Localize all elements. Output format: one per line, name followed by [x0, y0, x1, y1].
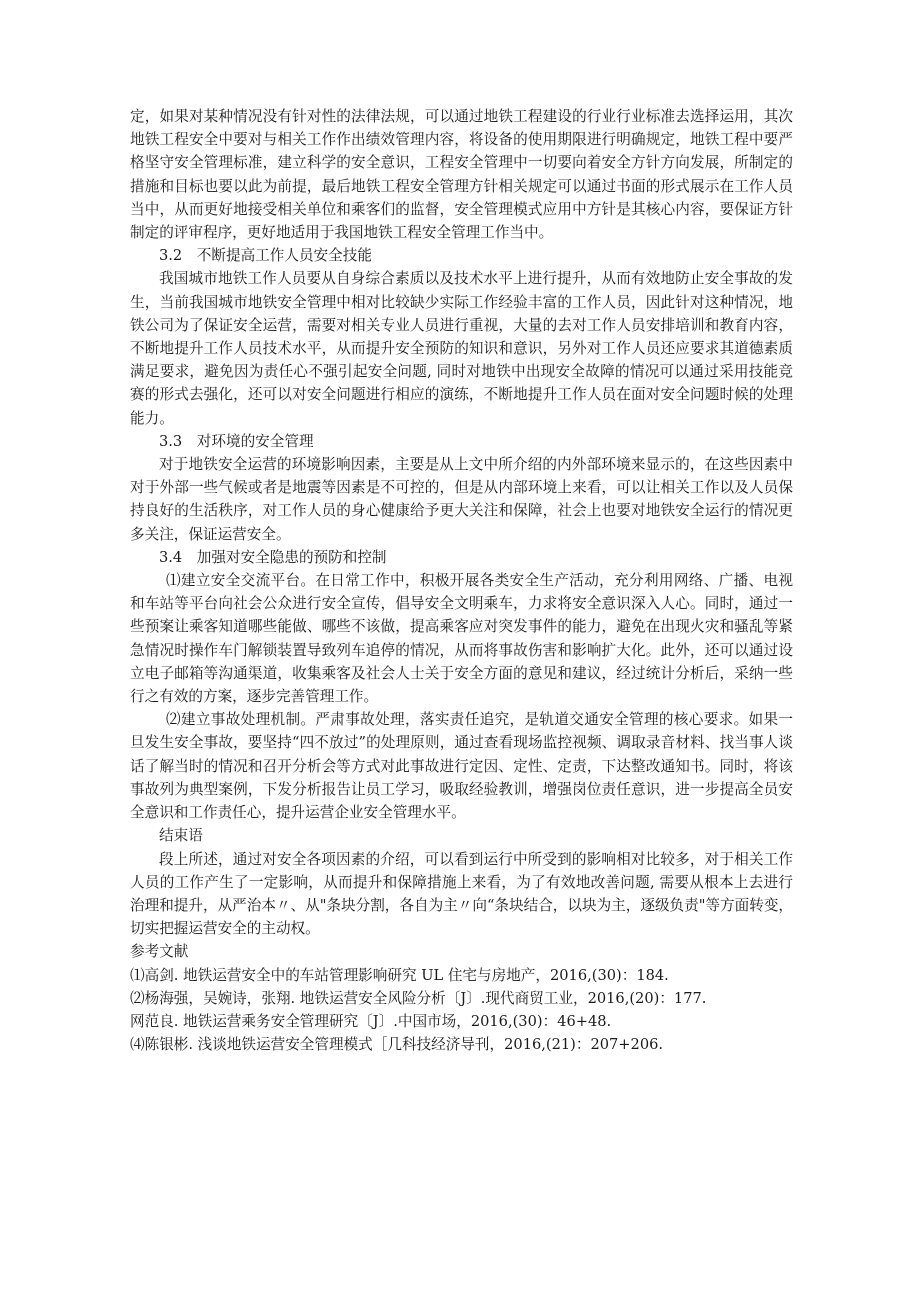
conclusion-heading: 结束语 [159, 827, 203, 845]
article-body [130, 105, 793, 1056]
reference-list [130, 964, 793, 1057]
reference-item: 网范良. 地铁运营乘务安全管理研究〔J〕.中国市场，2016,(30)：46+48. [130, 1012, 612, 1030]
reference-item: ⑵杨海强，吴婉诗，张翔. 地铁运营安全风险分析〔J〕.现代商贸工业，2016,(20)：177. [130, 989, 707, 1007]
paragraph-3-4-item-1: ⑴建立安全交流平台。在日常工作中，积极开展各类安全生产活动，充分利用网络、广播、电视和车站等平台向社会公众进行安全宣传，倡导安全文明乘车，力求将安全意识深入人心。同时，通过一些预案让乘客知道哪些能做、哪些不该做，提高乘客应对突发事件的能力，避免在出现火灾和骚乱等紧急情况时操作车门解锁装置导致列车追停的情况，从而将事故伤害和影响扩大化。此外，还可以通过设立电子邮箱等沟通渠道，收集乘客及社会人士关于安全方面的意见和建议，经过统计分析后，采纳一些行之有效的方案，逐步完善管理工作。 [130, 572, 793, 706]
paragraph-3-3: 对于地铁安全运营的环境影响因素，主要是从上文中所介绍的内外部环境来显示的，在这些因素中对于外部一些气候或者是地震等因素是不可控的，但是从内部环境上来看，可以让相关工作以及人员保持良好的生活秩序，对工作人员的身心健康给予更大关注和保障，社会上也要对地铁安全运行的情况更多关注，保证运营安全。 [130, 456, 793, 543]
section-heading-3-4: 3.4 加强对安全隐患的预防和控制 [159, 548, 387, 566]
conclusion-paragraph: 段上所述，通过对安全各项因素的介绍，可以看到运行中所受到的影响相对比较多，对于相关工作人员的工作产生了一定影响，从而提升和保障措施上来看，为了有效地改善问题, 需要从根本上去进行治理和提升，从严治本〃、从"条块分割，各自为主〃向“条块结合，以块为主，逐级负责"等方面转变，切实把握运营安全的主动权。 [130, 850, 794, 938]
paragraph-3-4-item-2: ⑵建立事故处理机制。严肃事故处理，落实责任追究，是轨道交通安全管理的核心要求。如果一旦发生安全事故，要坚持“四不放过”的处理原则，通过查看现场监控视频、调取录音材料、找当事人谈话了解当时的情况和召开分析会等方式对此事故进行定因、定性、定责，下达整改通知书。同时，将该事故列为典型案例，下发分析报告让员工学习，吸取经验教训，增强岗位责任意识，进一步提高全员安全意识和工作责任心，提升运营企业安全管理水平。 [130, 711, 793, 822]
section-heading-3-2: 3.2 不断提高工作人员安全技能 [159, 247, 372, 265]
paragraph-intro-continued: 定，如果对某种情况没有针对性的法律法规，可以通过地铁工程建设的行业行业标准去选择运用，其次地铁工程安全中要对与相关工作作出绩效管理内容，将设备的使用期限进行明确规定，地铁工程中要严格坚守安全管理标准，建立科学的安全意识，工程安全管理中一切要向着安全方针方向发展，所制定的措施和目标也要以此为前提，最后地铁工程安全管理方针相关规定可以通过书面的形式展示在工作人员当中，从而更好地接受相关单位和乘客们的监督，安全管理模式应用中方针是其核心内容，要保证方针制定的评审程序，更好地适用于我国地铁工程安全管理工作当中。 [130, 108, 793, 242]
paragraph-3-2: 我国城市地铁工作人员要从自身综合素质以及技术水平上进行提升，从而有效地防止安全事故的发生，当前我国城市地铁安全管理中相对比较缺少实际工作经验丰富的工作人员，因此针对这种情况，地铁公司为了保证安全运营，需要对相关专业人员进行重视，大量的去对工作人员安排培训和教育内容，不断地提升工作人员技术水平，从而提升安全预防的知识和意识，另外对工作人员还应要求其道德素质满足要求，避免因为责任心不强引起安全问题, 同时对地铁中出现安全故障的情况可以通过采用技能竞赛的形式去强化，还可以对安全问题进行相应的演练，不断地提升工作人员在面对安全问题时候的处理能力。 [130, 270, 793, 427]
reference-item: ⑷陈银彬. 浅谈地铁运营安全管理模式［几科技经济导刊，2016,(21)：207+206. [130, 1036, 664, 1054]
references-heading: 参考文献 [130, 943, 189, 961]
section-heading-3-3: 3.3 对环境的安全管理 [159, 432, 314, 450]
reference-item: ⑴高剑. 地铁运营安全中的车站管理影响研究 UL 住宅与房地产，2016,(30)：184. [130, 966, 669, 984]
